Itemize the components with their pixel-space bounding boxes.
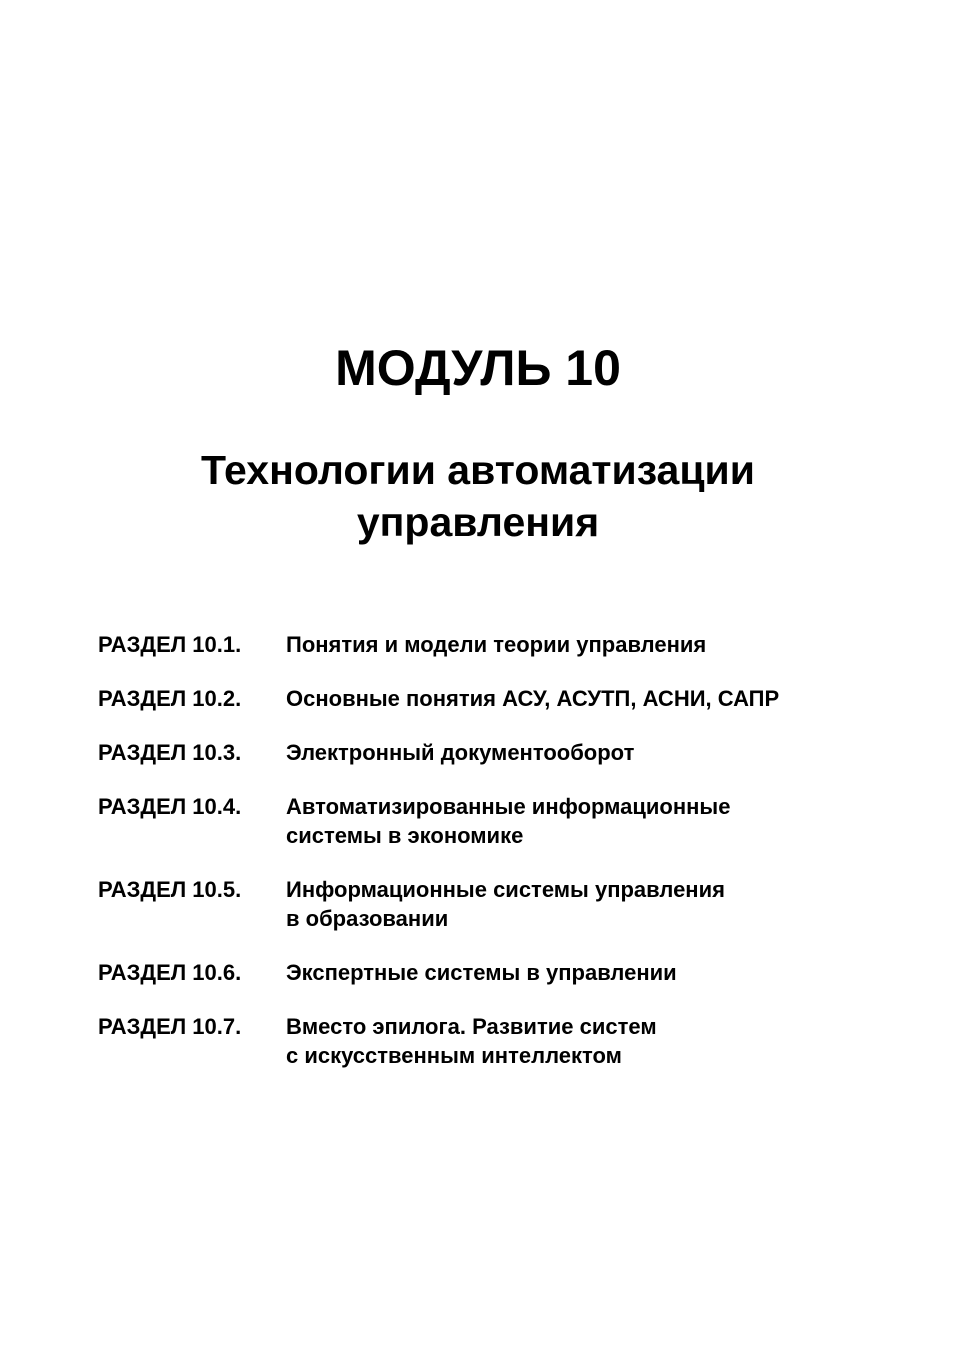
section-number: РАЗДЕЛ 10.2. (98, 686, 242, 711)
section-title (286, 1012, 918, 1070)
module-subtitle (0, 444, 956, 548)
section-entry-10-2 (98, 684, 918, 713)
section-title-line: Экспертные системы в управлении (286, 960, 677, 985)
section-title-line: в образовании (286, 906, 449, 931)
section-title (286, 792, 918, 850)
module-subtitle-line: Технологии автоматизации (201, 447, 755, 493)
section-title-line: с искусственным интеллектом (286, 1043, 622, 1068)
section-entry-10-3 (98, 738, 918, 767)
section-title-line: Вместо эпилога. Развитие систем (286, 1014, 657, 1039)
section-title-line: Основные понятия АСУ, АСУТП, АСНИ, САПР (286, 686, 780, 711)
module-subtitle-line: управления (356, 499, 600, 545)
section-title (286, 738, 918, 767)
section-title (286, 875, 918, 933)
section-title-line: Электронный документооборот (286, 740, 635, 765)
section-entry-10-5 (98, 875, 918, 933)
section-number: РАЗДЕЛ 10.1. (98, 632, 242, 657)
section-title (286, 958, 918, 987)
module-title: МОДУЛЬ 10 (335, 340, 621, 396)
section-title-line: Автоматизированные информационные (286, 794, 731, 819)
section-title-line: Информационные системы управления (286, 877, 725, 902)
section-entry-10-7 (98, 1012, 918, 1070)
section-number: РАЗДЕЛ 10.3. (98, 740, 242, 765)
section-entry-10-4 (98, 792, 918, 850)
sections-list (98, 630, 918, 1095)
section-title-line: Понятия и модели теории управления (286, 632, 707, 657)
section-number: РАЗДЕЛ 10.6. (98, 960, 242, 985)
section-entry-10-6 (98, 958, 918, 987)
section-entry-10-1 (98, 630, 918, 659)
section-title (286, 684, 918, 713)
section-number: РАЗДЕЛ 10.7. (98, 1014, 242, 1039)
section-title (286, 630, 918, 659)
section-number: РАЗДЕЛ 10.4. (98, 794, 242, 819)
section-title-line: системы в экономике (286, 823, 524, 848)
section-number: РАЗДЕЛ 10.5. (98, 877, 242, 902)
